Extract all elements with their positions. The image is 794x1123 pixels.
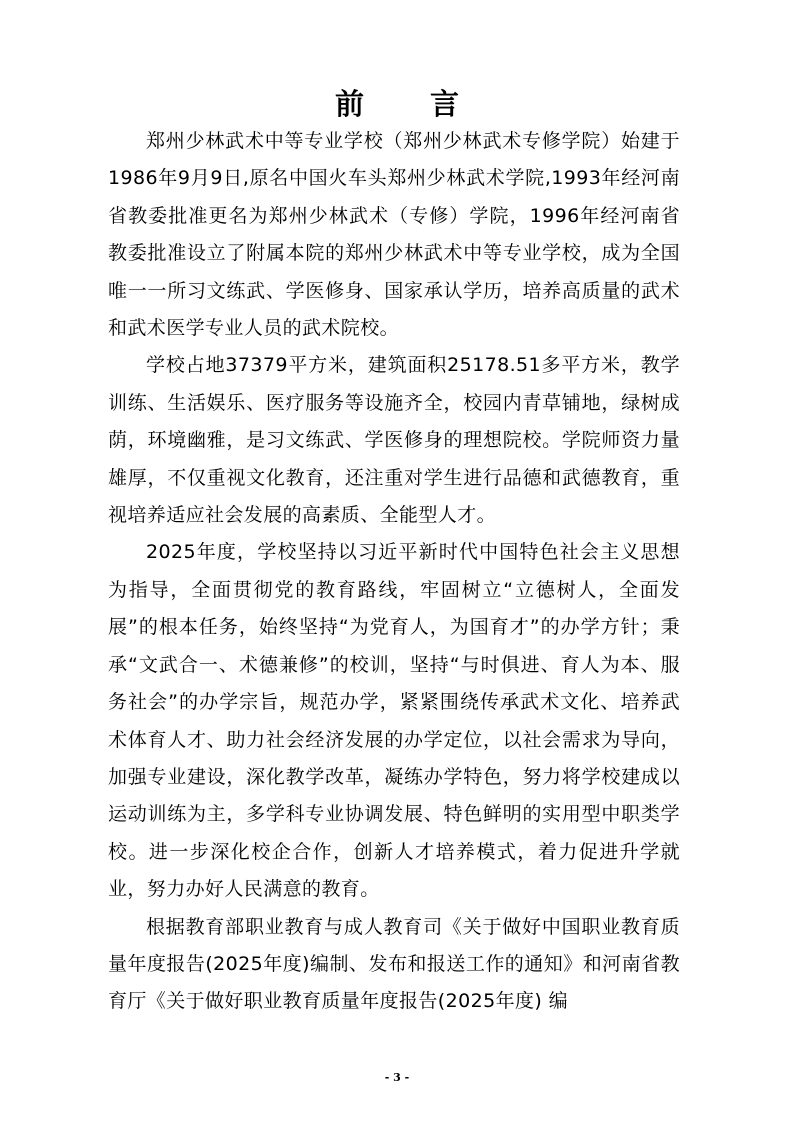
paragraph-campus-facilities: 学校占地37379平方米，建筑面积25178.51多平方米，教学训练、生活娱乐、医疗服务等设施齐全，校园内青草铺地，绿树成荫，环境幽雅，是习文练武、学医修身的理想院校。学院师资力量雄厚，不仅重视文化教育，还注重对学生进行品德和武德教育，重视培养适应社会发展的高素质、全能型人才。 (108, 354, 680, 527)
page-number: - 3 - (384, 1071, 410, 1084)
paragraph-report-basis: 根据教育部职业教育与成人教育司《关于做好中国职业教育质量年度报告(2025年度)编制、发布和报送工作的通知》和河南省教育厅《关于做好职业教育质量年度报告(2025年度) 编 (108, 915, 680, 1013)
paragraph-annual-summary: 2025年度，学校坚持以习近平新时代中国特色社会主义思想为指导，全面贯彻党的教育路线，牢固树立“立德树人，全面发展”的根本任务，始终坚持“为党育人，为国育才”的办学方针；秉承“文武合一、术德兼修”的校训，坚持“与时俱进、育人为本、服务社会”的办学宗旨，规范办学，紧紧围绕传承武术文化、培养武术体育人才、助力社会经济发展的办学定位，以社会需求为导向，加强专业建设，深化教学改革，凝练办学特色，努力将学校建成以运动训练为主，多学科专业协调发展、特色鲜明的实用型中职类学校。进一步深化校企合作，创新人才培养模式，着力促进升学就业，努力办好人民满意的教育。 (108, 541, 680, 901)
page-title: 前 言 (334, 87, 488, 121)
paragraph-school-history: 郑州少林武术中等专业学校（郑州少林武术专修学院）始建于1986年9月9日,原名中国火车头郑州少林武术学院,1993年经河南省教委批准更名为郑州少林武术（专修）学院，1996年经河南省教委批准设立了附属本院的郑州少林武术中等专业学校，成为全国唯一一所习文练武、学医修身、国家承认学历，培养高质量的武术和武术医学专业人员的武术院校。 (108, 130, 680, 340)
body-text (108, 123, 680, 1021)
